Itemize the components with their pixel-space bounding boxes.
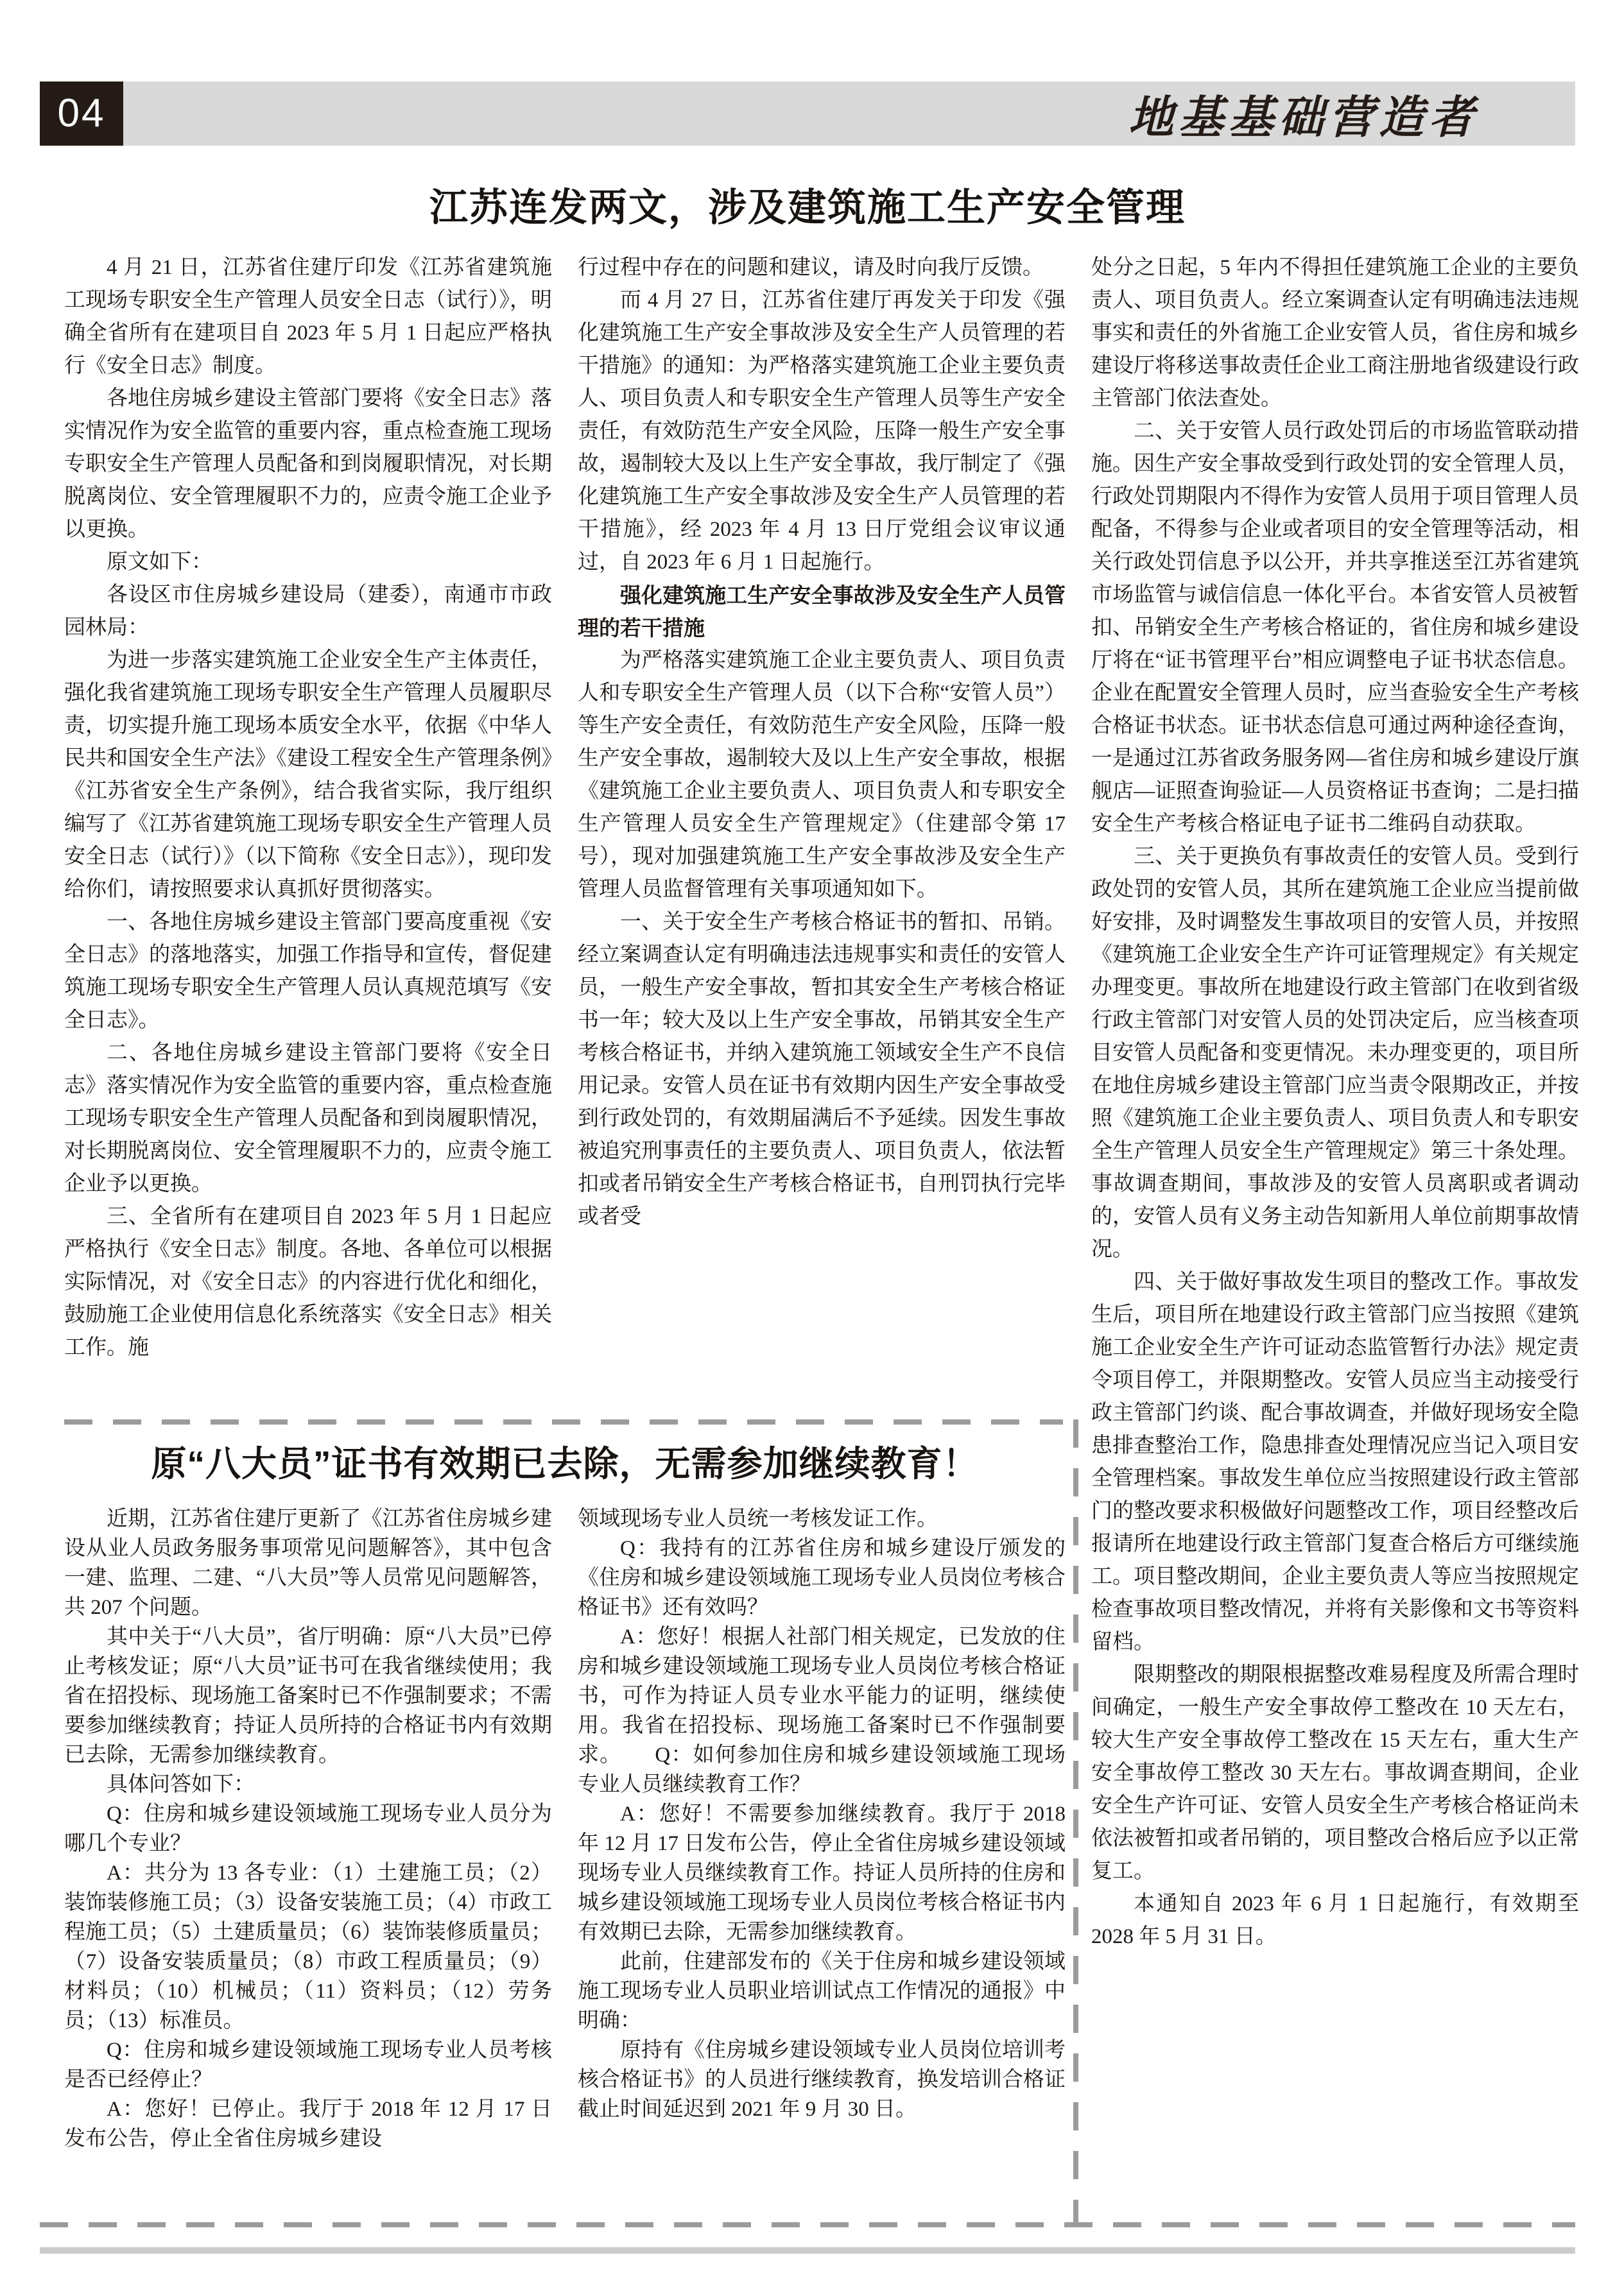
article2-title: 原“八大员”证书有效期已去除，无需参加继续教育！ <box>151 1444 979 1484</box>
paragraph: 本通知自 2023 年 6 月 1 日起施行，有效期至 2028 年 5 月 31 日。 <box>1091 1892 1579 1948</box>
paragraph: 二、各地住房城乡建设主管部门要将《安全日志》落实情况作为安全监管的重要内容，重点检查施工现场专职安全生产管理人员配备和到岗履职情况，对长期脱离岗位、安全管理履职不力的，应责令施工企业予以更换。 <box>64 1041 552 1195</box>
paragraph: 一、各地住房城乡建设主管部门要高度重视《安全日志》的落地落实，加强工作指导和宣传，督促建筑施工现场专职安全生产管理人员认真规范填写《安全日志》。 <box>64 911 552 1032</box>
page-number: 04 <box>57 91 106 135</box>
dashed-separator-top <box>64 1419 1063 1425</box>
bottom-rule <box>40 2247 1575 2254</box>
paragraph: 原文如下： <box>107 551 212 574</box>
header-band <box>40 81 1575 146</box>
paragraph: 三、关于更换负有事故责任的安管人员。受到行政处罚的安管人员，其所在建筑施工企业应当提前做好安排，及时调整发生事故项目的安管人员，并按照《建筑施工企业安全生产许可证管理规定》有关规定办理变更。事故所在地建设行政主管部门在收到省级行政主管部门对安管人员的处罚决定后，应当核查项目安管人员配备和变更情况。未办理变更的，项目所在地住房城乡建设主管部门应当责令限期改正，并按照《建筑施工企业主要负责人、项目负责人和专职安全生产管理人员安全生产管理规定》第三十条处理。事故调查期间，事故涉及的安管人员离职或者调动的，安管人员有义务主动告知新用人单位前期事故情况。 <box>1091 845 1579 1261</box>
dashed-separator-bottom <box>40 2222 1575 2227</box>
paragraph: 领域现场专业人员统一考核发证工作。 <box>578 1507 938 1530</box>
paragraph: A：您好！已停止。我厅于 2018 年 12 月 17 日发布公告，停止全省住房城乡建设 <box>64 2098 552 2150</box>
paragraph: 4 月 21 日，江苏省住建厅印发《江苏省建筑施工现场专职安全生产管理人员安全日志（试行）》，明确全省所有在建项目自 2023 年 5 月 1 日起应严格执行《安全日志》制度。 <box>64 256 552 377</box>
paragraph: A：您好！根据人社部门相关规定，已发放的住房和城乡建设领域施工现场专业人员岗位考核合格证书，可作为持证人员专业水平能力的证明，继续使用。我省在招投标、现场施工备案时已不作强制要求。 Q：如何参加住房和城乡建设领域施工现场专业人员继续教育工作？ <box>578 1625 1066 1796</box>
paragraph: 为进一步落实建筑施工企业安全生产主体责任，强化我省建筑施工现场专职安全生产管理人员履职尽责，切实提升施工现场本质安全水平，依据《中华人民共和国安全生产法》《建设工程安全生产管理条例》《江苏省安全生产条例》，结合我省实际，我厅组织编写了《江苏省建筑施工现场专职安全生产管理人员安全日志（试行）》（以下简称《安全日志》），现印发给你们，请按照要求认真抓好贯彻落实。 <box>64 649 552 901</box>
paragraph: Q：住房和城乡建设领域施工现场专业人员考核是否已经停止？ <box>64 2039 552 2091</box>
paragraph: 其中关于“八大员”，省厅明确：原“八大员”已停止考核发证；原“八大员”证书可在我省继续使用；我省在招投标、现场施工备案时已不作强制要求；不需要参加继续教育；持证人员所持的合格证书内有效期已去除，无需参加继续教育。 <box>64 1625 552 1767</box>
article1-column-2 <box>578 252 1066 1414</box>
paragraph: 原持有《住房城乡建设领域专业人员岗位培训考核合格证书》的人员进行继续教育，换发培训合格证截止时间延迟到 2021 年 9 月 30 日。 <box>578 2039 1066 2121</box>
paragraph: 各地住房城乡建设主管部门要将《安全日志》落实情况作为安全监管的重要内容，重点检查施工现场专职安全生产管理人员配备和到岗履职情况，对长期脱离岗位、安全管理履职不力的，应责令施工企业予以更换。 <box>64 387 552 541</box>
paragraph: 限期整改的期限根据整改难易程度及所需合理时间确定，一般生产安全事故停工整改在 10 天左右，较大生产安全事故停工整改在 15 天左右，重大生产安全事故停工整改 30 天左右。事故调查期间，企业安全生产许可证、安管人员安全生产考核合格证尚未依法被暂扣或者吊销的，项目整改合格后应予以正常复工。 <box>1091 1663 1579 1883</box>
paragraph: 各设区市住房城乡建设局（建委），南通市市政园林局： <box>64 583 552 639</box>
paragraph: 行过程中存在的问题和建议，请及时向我厅反馈。 <box>578 256 1044 279</box>
paragraph: Q：我持有的江苏省住房和城乡建设厅颁发的《住房和城乡建设领域施工现场专业人员岗位考核合格证书》还有效吗？ <box>578 1537 1066 1619</box>
paragraph: 处分之日起，5 年内不得担任建筑施工企业的主要负责人、项目负责人。经立案调查认定有明确违法违规事实和责任的外省施工企业安管人员，省住房和城乡建设厅将移送事故责任企业工商注册地省级建设行政主管部门依法查处。 <box>1091 256 1579 410</box>
paragraph: 强化建筑施工生产安全事故涉及安全生产人员管理的若干措施 <box>578 583 1066 640</box>
masthead-title: 地基基础营造者 <box>1128 90 1479 144</box>
article2-column-2 <box>578 1504 1066 2218</box>
paragraph: A：共分为 13 各专业：（1）土建施工员；（2）装饰装修施工员；（3）设备安装施工员；（4）市政工程施工员；（5）土建质量员；（6）装饰装修质量员；（7）设备安装质量员；（8）市政工程质量员；（9）材料员；（10）机械员；（11）资料员；（12）劳务员；（13）标准员。 <box>64 1862 552 2032</box>
article1-title: 江苏连发两文，涉及建筑施工生产安全管理 <box>429 186 1186 229</box>
paragraph: 此前，住建部发布的《关于住房和城乡建设领域施工现场专业人员职业培训试点工作情况的通报》中明确： <box>578 1950 1066 2032</box>
paragraph: 近期，江苏省住建厅更新了《江苏省住房城乡建设从业人员政务服务事项常见问题解答》，其中包含一建、监理、二建、“八大员”等人员常见问题解答，共 207 个问题。 <box>64 1507 552 1619</box>
paragraph: 一、关于安全生产考核合格证书的暂扣、吊销。经立案调查认定有明确违法违规事实和责任的安管人员，一般生产安全事故，暂扣其安全生产考核合格证书一年；较大及以上生产安全事故，吊销其安全生产考核合格证书，并纳入建筑施工领域安全生产不良信用记录。安管人员在证书有效期内因生产安全事故受到行政处罚的，有效期届满后不予延续。因发生事故被追究刑事责任的主要负责人、项目负责人，依法暂扣或者吊销安全生产考核合格证书，自刑罚执行完毕或者受 <box>578 911 1066 1228</box>
article2-body <box>64 1504 1066 2218</box>
paragraph: 四、关于做好事故发生项目的整改工作。事故发生后，项目所在地建设行政主管部门应当按照《建筑施工企业安全生产许可证动态监管暂行办法》规定责令项目停工，并限期整改。安管人员应当主动接受行政主管部门约谈、配合事故调查，并做好现场安全隐患排查整治工作，隐患排查处理情况应当记入项目安全管理档案。事故发生单位应当按照建设行政主管部门的整改要求积极做好问题整改工作，项目经整改后报请所在地建设行政主管部门复查合格后方可继续施工。项目整改期间，企业主要负责人等应当按照规定检查事故项目整改情况，并将有关影像和文书等资料留档。 <box>1091 1271 1579 1654</box>
article1-column-1 <box>64 252 552 1414</box>
paragraph: 而 4 月 27 日，江苏省住建厅再发关于印发《强化建筑施工生产安全事故涉及安全生产人员管理的若干措施》的通知：为严格落实建筑施工企业主要负责人、项目负责人和专职安全生产管理人员等生产安全责任，有效防范生产安全风险，压降一般生产安全事故，遏制较大及以上生产安全事故，我厅制定了《强化建筑施工生产安全事故涉及安全生产人员管理的若干措施》，经 2023 年 4 月 13 日厅党组会议审议通过，自 2023 年 6 月 1 日起施行。 <box>578 289 1066 574</box>
article1-column-3 <box>1091 252 1579 2210</box>
paragraph: A：您好！不需要参加继续教育。我厅于 2018 年 12 月 17 日发布公告，停止全省住房城乡建设领域现场专业人员继续教育工作。持证人员所持的住房和城乡建设领域施工现场专业人员岗位考核合格证书内有效期已去除，无需参加继续教育。 <box>578 1803 1066 1944</box>
paragraph: 具体问答如下： <box>107 1773 255 1796</box>
page-number-box <box>40 81 123 146</box>
paragraph: 三、全省所有在建项目自 2023 年 5 月 1 日起应严格执行《安全日志》制度。各地、各单位可以根据实际情况，对《安全日志》的内容进行优化和细化，鼓励施工企业使用信息化系统落实《安全日志》相关工作。施 <box>64 1205 552 1359</box>
article2-column-1 <box>64 1504 552 2218</box>
paragraph: 二、关于安管人员行政处罚后的市场监管联动措施。因生产安全事故受到行政处罚的安全管理人员，行政处罚期限内不得作为安管人员用于项目管理人员配备，不得参与企业或者项目的安全管理等活动，相关行政处罚信息予以公开，并共享推送至江苏省建筑市场监管与诚信信息一体化平台。本省安管人员被暂扣、吊销安全生产考核合格证的，省住房和城乡建设厅将在“证书管理平台”相应调整电子证书状态信息。企业在配置安全管理人员时，应当查验安全生产考核合格证书状态。证书状态信息可通过两种途径查询，一是通过江苏省政务服务网—省住房和城乡建设厅旗舰店—证照查询验证—人员资格证书查询；二是扫描安全生产考核合格证电子证书二维码自动获取。 <box>1091 420 1579 835</box>
paragraph: Q：住房和城乡建设领域施工现场专业人员分为哪几个专业？ <box>64 1803 552 1855</box>
dashed-separator-vertical <box>1073 1419 1078 2227</box>
paragraph: 为严格落实建筑施工企业主要负责人、项目负责人和专职安全生产管理人员（以下合称“安管人员”）等生产安全责任，有效防范生产安全风险，压降一般生产安全事故，遏制较大及以上生产安全事故，根据《建筑施工企业主要负责人、项目负责人和专职安全生产管理人员安全生产管理规定》（住建部令第 17 号），现对加强建筑施工生产安全事故涉及安全生产管理人员监督管理有关事项通知如下。 <box>578 649 1066 901</box>
